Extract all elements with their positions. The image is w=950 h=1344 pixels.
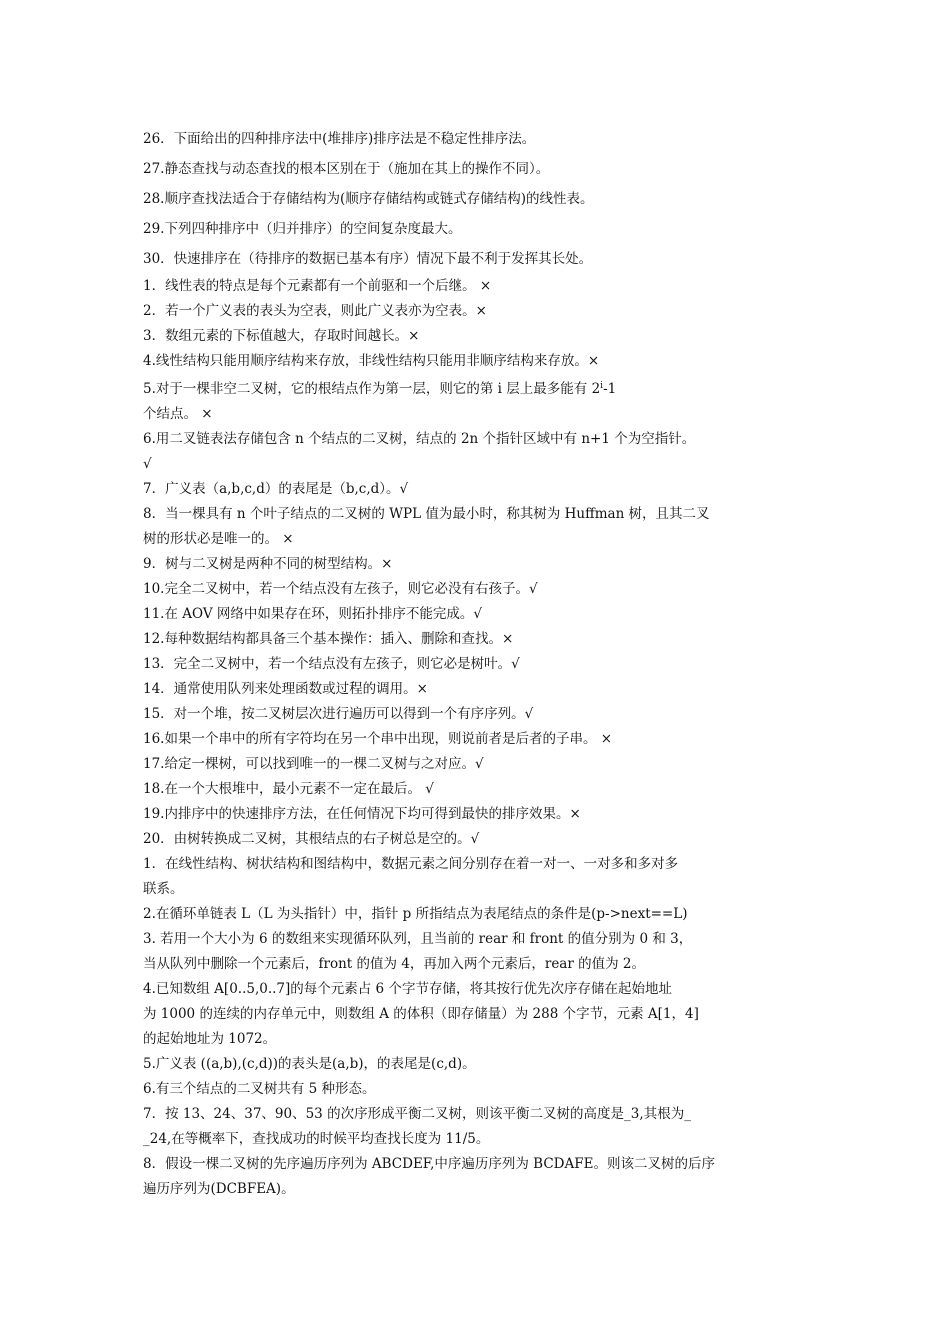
text-line: 树的形状必是唯一的。 ×: [143, 531, 294, 547]
text-line: [143, 374, 815, 402]
text-line: 16.如果一个串中的所有字符均在另一个串中出现，则说前者是后者的子串。 ×: [143, 731, 613, 747]
text-line: 17.给定一棵树，可以找到唯一的一棵二叉树与之对应。√: [143, 756, 484, 772]
text-line: 1．线性表的特点是每个元素都有一个前驱和一个后继。 ×: [143, 278, 492, 294]
text-line: 26．下面给出的四种排序法中(堆排序)排序法是不稳定性排序法。: [143, 131, 536, 147]
text-line: 3. 若用一个大小为 6 的数组来实现循环队列，且当前的 rear 和 front 的值分别为 0 和 3，: [143, 931, 693, 947]
text-line: 4.已知数组 A[0..5,0..7]的每个元素占 6 个字节存储，将其按行优先次序存储在起始地址: [143, 981, 672, 997]
text-fragment: -1: [603, 381, 617, 397]
text-line: 的起始地址为 1072。: [143, 1031, 277, 1047]
text-line: 4.线性结构只能用顺序结构来存放，非线性结构只能用非顺序结构来存放。×: [143, 353, 600, 369]
text-line: 19.内排序中的快速排序方法，在任何情况下均可得到最快的排序效果。×: [143, 806, 581, 822]
text-line: 2．若一个广义表的表头为空表，则此广义表亦为空表。×: [143, 303, 487, 319]
text-line: 7．广义表（a,b,c,d）的表尾是（b,c,d）。√: [143, 481, 409, 497]
superscript: i: [600, 381, 604, 391]
text-line: 8．当一棵具有 n 个叶子结点的二叉树的 WPL 值为最小时，称其树为 Huffman 树，且其二叉: [143, 506, 710, 522]
text-line: 8．假设一棵二叉树的先序遍历序列为 ABCDEF,中序遍历序列为 BCDAFE。则该二叉树的后序: [143, 1156, 715, 1172]
text-line: 当从队列中删除一个元素后，front 的值为 4，再加入两个元素后，rear 的值为 2。: [143, 956, 645, 972]
text-line: 28.顺序查找法适合于存储结构为(顺序存储结构或链式存储结构)的线性表。: [143, 191, 594, 207]
text-line: 12.每种数据结构都具备三个基本操作：插入、删除和查找。×: [143, 631, 514, 647]
text-line: 个结点。 ×: [143, 406, 213, 422]
text-line: 7．按 13、24、37、90、53 的次序形成平衡二叉树，则该平衡二叉树的高度是_3,其根为_: [143, 1106, 691, 1122]
text-line: 遍历序列为(DCBFEA)。: [143, 1181, 295, 1197]
text-line: 1．在线性结构、树状结构和图结构中，数据元素之间分别存在着一对一、一对多和多对多: [143, 856, 679, 872]
text-line: 27.静态查找与动态查找的根本区别在于（施加在其上的操作不同）。: [143, 161, 550, 177]
text-line: _24,在等概率下，查找成功的时候平均查找长度为 11/5。: [143, 1131, 490, 1147]
text-line: 11.在 AOV 网络中如果存在环，则拓扑排序不能完成。√: [143, 606, 482, 622]
text-line: 30．快速排序在（待排序的数据已基本有序）情况下最不利于发挥其长处。: [143, 251, 593, 267]
text-line: 14．通常使用队列来处理函数或过程的调用。×: [143, 681, 428, 697]
text-line: 联系。: [143, 881, 184, 897]
text-fragment: 5.对于一棵非空二叉树，它的根结点作为第一层，则它的第 i 层上最多能有 2: [143, 381, 601, 397]
text-line: 为 1000 的连续的内存单元中，则数组 A 的体积（即存储量）为 288 个字节，元素 A[1，4]: [143, 1006, 699, 1022]
text-line: 5.广义表 ((a,b),(c,d))的表头是(a,b)，的表尾是(c,d)。: [143, 1056, 476, 1072]
text-line: 9．树与二叉树是两种不同的树型结构。×: [143, 556, 393, 572]
text-line: 18.在一个大根堆中，最小元素不一定在最后。 √: [143, 781, 434, 797]
text-line: 10.完全二叉树中，若一个结点没有左孩子，则它必没有右孩子。√: [143, 581, 538, 597]
text-line: 13．完全二叉树中，若一个结点没有左孩子，则它必是树叶。√: [143, 656, 520, 672]
text-line: 2.在循环单链表 L（L 为头指针）中，指针 p 所指结点为表尾结点的条件是(p->next==L): [143, 906, 688, 922]
text-line: 29.下列四种排序中（归并排序）的空间复杂度最大。: [143, 221, 462, 237]
document-body: [143, 124, 815, 1202]
text-line: √: [143, 456, 152, 472]
text-line: 15．对一个堆，按二叉树层次进行遍历可以得到一个有序序列。√: [143, 706, 534, 722]
text-line: 3．数组元素的下标值越大，存取时间越长。×: [143, 328, 420, 344]
text-line: 20．由树转换成二叉树，其根结点的右子树总是空的。√: [143, 831, 480, 847]
text-line: 6.有三个结点的二叉树共有 5 种形态。: [143, 1081, 376, 1097]
text-line: 6.用二叉链表法存储包含 n 个结点的二叉树，结点的 2n 个指针区域中有 n+1 个为空指针。: [143, 431, 696, 447]
